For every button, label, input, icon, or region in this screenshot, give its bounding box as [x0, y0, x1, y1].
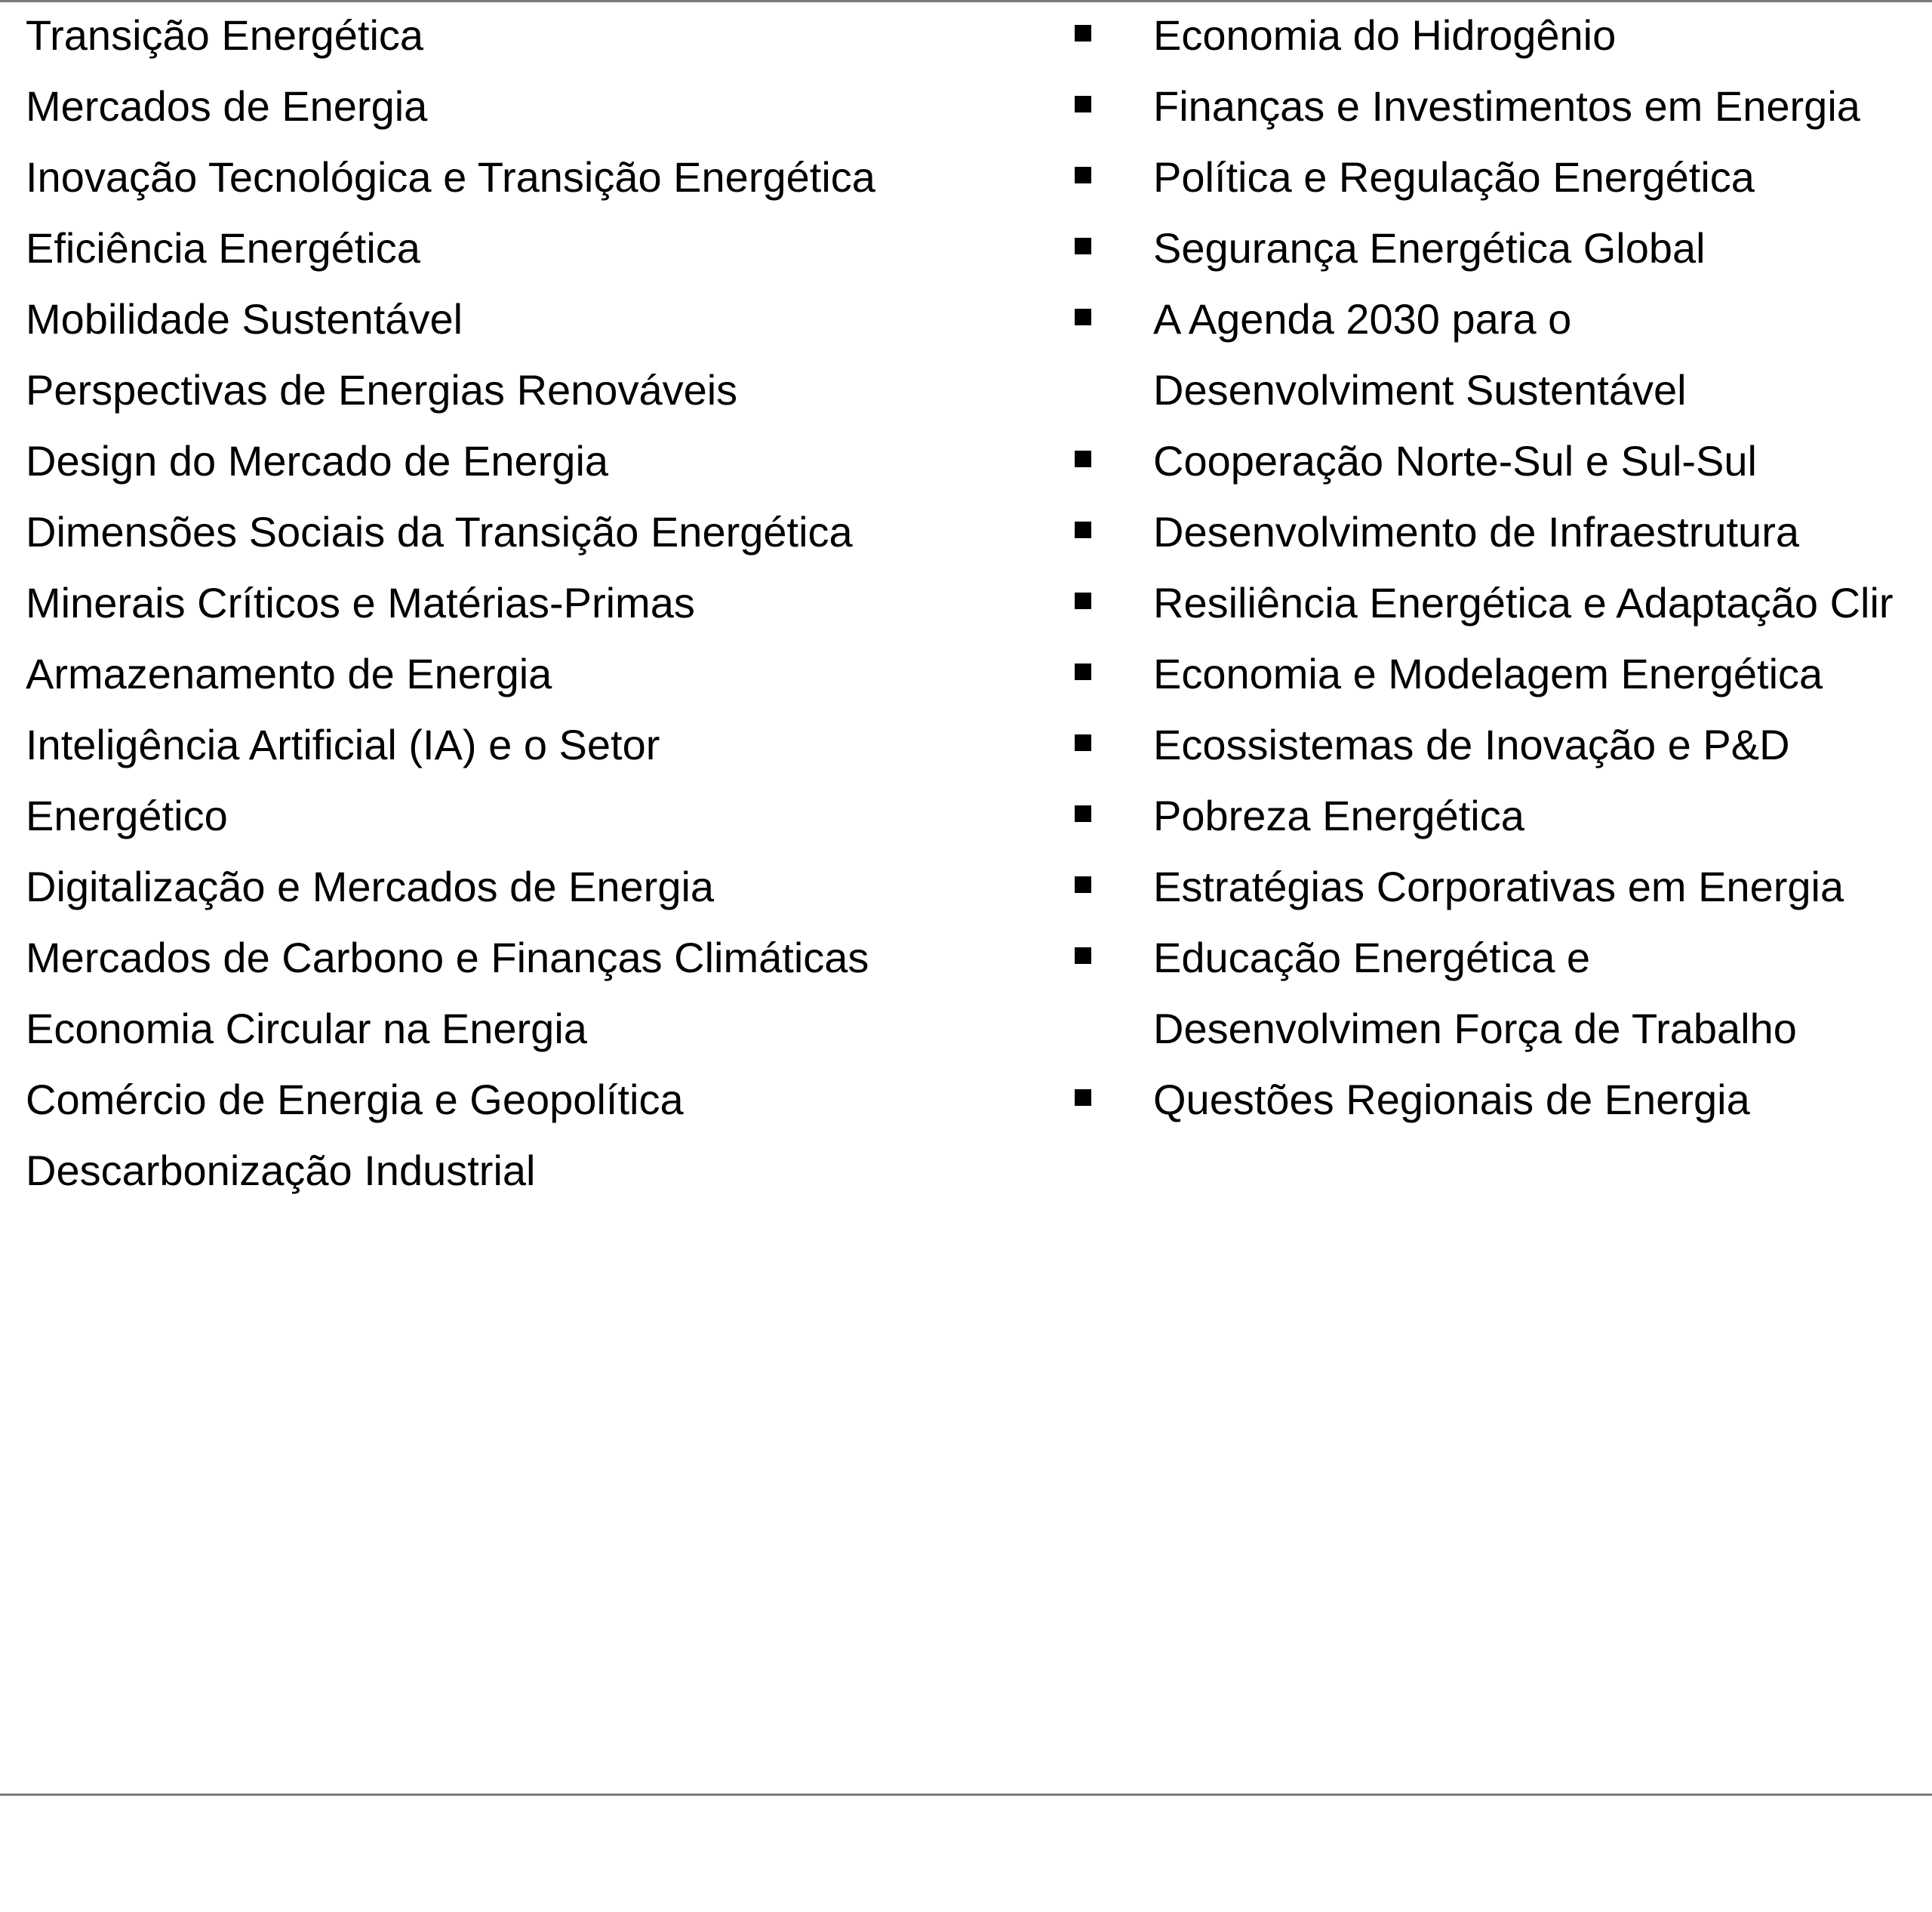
list-item [26, 497, 1029, 568]
list-item [26, 1064, 1029, 1135]
square-bullet-icon [1075, 805, 1091, 822]
list-item-text: Eficiência Energética [26, 224, 420, 272]
list-item-text: Educação Energética e Desenvolvimen Força de Trabalho [1153, 934, 1797, 1052]
bulleted-list-item [1064, 639, 1932, 710]
list-item-text: Finanças e Investimentos em Energia [1153, 82, 1860, 130]
bulleted-list-item [1064, 0, 1932, 71]
square-bullet-icon [1075, 167, 1091, 183]
list-item-text: Economia do Hidrogênio [1153, 11, 1617, 59]
list-item-text: Comércio de Energia e Geopolítica [26, 1076, 684, 1123]
list-item-text: Mobilidade Sustentável [26, 295, 463, 343]
square-bullet-icon [1075, 876, 1091, 893]
list-item-text: Ecossistemas de Inovação e P&D [1153, 721, 1790, 768]
bulleted-list-item [1064, 497, 1932, 568]
list-item-text: Política e Regulação Energética [1153, 153, 1755, 201]
bulleted-list-item [1064, 568, 1932, 639]
list-item-text: Desenvolvimento de Infraestrutura [1153, 508, 1799, 556]
list-item [26, 284, 1029, 355]
bulleted-list-item [1064, 426, 1932, 497]
list-item [26, 1135, 1029, 1206]
list-item-text: Dimensões Sociais da Transição Energética [26, 508, 853, 556]
square-bullet-icon [1075, 593, 1091, 609]
list-item [26, 639, 1029, 710]
list-item-text: Cooperação Norte-Sul e Sul-Sul [1153, 437, 1757, 485]
list-item-text: Mercados de Energia [26, 82, 428, 130]
square-bullet-icon [1075, 947, 1091, 964]
bulleted-list-item [1064, 213, 1932, 284]
list-item [26, 851, 1029, 922]
list-item [26, 142, 1029, 213]
list-item [26, 426, 1029, 497]
list-item-text: Economia e Modelagem Energética [1153, 650, 1823, 697]
square-bullet-icon [1075, 451, 1091, 467]
square-bullet-icon [1075, 96, 1091, 112]
list-item-text: Armazenamento de Energia [26, 650, 552, 697]
list-item-text: Questões Regionais de Energia [1153, 1076, 1750, 1123]
list-item-text: Descarbonização Industrial [26, 1147, 536, 1194]
list-item [26, 0, 1029, 71]
list-item [26, 568, 1029, 639]
bulleted-list-item [1064, 1064, 1932, 1135]
bulleted-list-item [1064, 284, 1932, 426]
list-item-text: Digitalização e Mercados de Energia [26, 863, 715, 910]
list-item [26, 355, 1029, 426]
list-item-text: Inovação Tecnológica e Transição Energética [26, 153, 875, 201]
list-item-text: Design do Mercado de Energia [26, 437, 609, 485]
square-bullet-icon [1075, 25, 1091, 42]
square-bullet-icon [1075, 1089, 1091, 1106]
list-item-text: Estratégias Corporativas em Energia [1153, 863, 1844, 910]
square-bullet-icon [1075, 734, 1091, 751]
list-item-text: Segurança Energética Global [1153, 224, 1706, 272]
list-item-text: Pobreza Energética [1153, 792, 1524, 839]
list-item [26, 213, 1029, 284]
list-item [26, 993, 1029, 1064]
square-bullet-icon [1075, 309, 1091, 325]
bulleted-list-item [1064, 781, 1932, 851]
list-item-text: A Agenda 2030 para o Desenvolviment Sustentável [1153, 295, 1687, 414]
list-item [26, 922, 1029, 993]
square-bullet-icon [1075, 664, 1091, 680]
square-bullet-icon [1075, 522, 1091, 538]
bottom-divider [0, 1793, 1932, 1796]
list-item [26, 710, 1029, 851]
list-item-text: Transição Energética [26, 11, 424, 59]
list-item-text: Minerais Críticos e Matérias-Primas [26, 579, 695, 627]
list-item-text: Mercados de Carbono e Finanças Climáticas [26, 934, 869, 981]
bulleted-list-item [1064, 851, 1932, 922]
left-topic-list [26, 0, 1029, 1206]
list-item [26, 71, 1029, 142]
bulleted-list-item [1064, 71, 1932, 142]
bulleted-list-item [1064, 142, 1932, 213]
bulleted-list-item [1064, 922, 1932, 1064]
list-item-text: Perspectivas de Energias Renováveis [26, 366, 738, 414]
list-item-text: Inteligência Artificial (IA) e o Setor Energético [26, 721, 660, 839]
bulleted-list-item [1064, 710, 1932, 781]
square-bullet-icon [1075, 238, 1091, 254]
right-topic-list [1064, 0, 1932, 1135]
list-item-text: Resiliência Energética e Adaptação Clir [1153, 579, 1894, 627]
list-item-text: Economia Circular na Energia [26, 1005, 587, 1052]
